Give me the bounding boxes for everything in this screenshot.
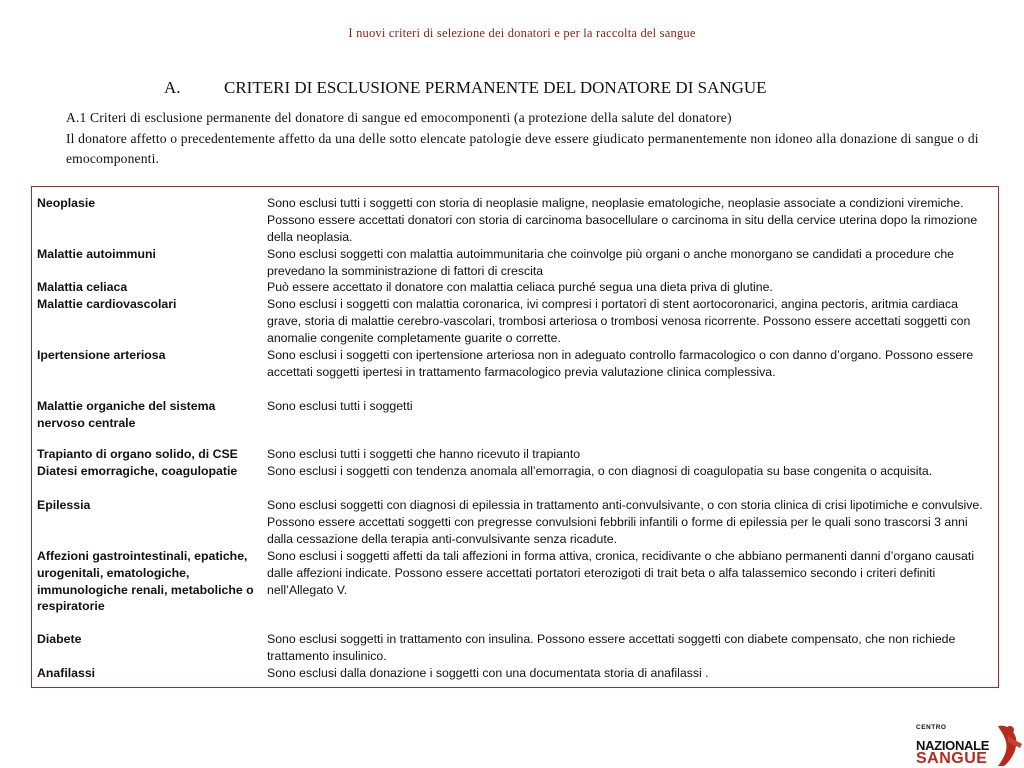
row-term: Malattie cardiovascolari bbox=[37, 297, 177, 311]
page-header-title: I nuovi criteri di selezione dei donatori e per la raccolta del sangue bbox=[348, 26, 696, 40]
row-term: Neoplasie bbox=[37, 196, 96, 210]
logo-text-nazionale: NAZIONALE bbox=[916, 738, 990, 753]
row-description: Sono esclusi i soggetti affetti da tali affezioni in forma attiva, cronica, recidivante o che abbiano permanenti danni d’organo causati dalle affezioni indicate. Possono essere accettati portatori eterozigoti di trait beta o alfa talassemico secondo i criteri definiti nell’Allegato V. bbox=[267, 549, 975, 597]
logo-text-centro: CENTRO bbox=[916, 724, 947, 731]
intro-line-2: Il donatore affetto o precedentemente affetto da una delle sotto elencate patologie deve essere giudicato permanentemente non idoneo alla donazione di sangue o di emocomponenti. bbox=[66, 130, 979, 166]
section-heading bbox=[164, 78, 767, 98]
row-description: Sono esclusi tutti i soggetti che hanno ricevuto il trapianto bbox=[267, 447, 581, 461]
intro-line-1: A.1 Criteri di esclusione permanente del donatore di sangue ed emocomponenti (a protezione della salute del donatore) bbox=[66, 110, 732, 125]
row-description: Sono esclusi soggetti in trattamento con insulina. Possono essere accettati soggetti con diabete compensato, che non richiede trattamento insulinico. bbox=[267, 632, 956, 663]
row-description: Sono esclusi i soggetti con malattia coronarica, ivi compresi i portatori di stent aortocoronarici, angina pectoris, aritmia cardiaca grave, storia di malattie cerebro-vascolari, trombosi arteriosa o trombosi venosa ricorrente. Possono essere accettati soggetti con anomalie congenite completamente guarite o corrette. bbox=[267, 297, 971, 345]
row-description: Sono esclusi i soggetti con ipertensione arteriosa non in adeguato controllo farmacologico o con danno d’organo. Possono essere accettati soggetti ipertesi in trattamento farmacologico previa valutazione clinica complessiva. bbox=[267, 348, 974, 379]
row-description: Sono esclusi tutti i soggetti bbox=[267, 399, 413, 413]
row-term: Epilessia bbox=[37, 498, 91, 512]
section-letter: A. bbox=[164, 78, 181, 97]
logo-text-sangue: SANGUE bbox=[916, 750, 988, 767]
row-description: Sono esclusi i soggetti con tendenza anomala all’emorragia, o con diagnosi di coagulopatia su base congenita o acquisita. bbox=[267, 464, 933, 478]
row-term: Malattia celiaca bbox=[37, 280, 128, 294]
row-description: Sono esclusi tutti i soggetti con storia di neoplasie maligne, neoplasie ematologiche, neoplasie associate a condizioni viremiche. Possono essere accettati donatori con storia di carcinoma basocellulare o carcinoma in situ della cervice uterina dopo la rimozione della neoplasia. bbox=[267, 196, 978, 244]
row-term: Diatesi emorragiche, coagulopatie bbox=[37, 464, 238, 478]
row-description: Può essere accettato il donatore con malattia celiaca purché segua una dieta priva di glutine. bbox=[267, 280, 773, 294]
row-description: Sono esclusi dalla donazione i soggetti con una documentata storia di anafilassi . bbox=[267, 666, 709, 680]
centro-nazionale-sangue-logo bbox=[914, 722, 1024, 768]
row-description: Sono esclusi soggetti con malattia autoimmunitaria che coinvolge più organi o anche monorgano se candidati a procedure che prevedano la somministrazione di fattori di crescita bbox=[267, 247, 954, 278]
row-term: Malattie organiche del sistema nervoso centrale bbox=[37, 399, 216, 430]
drop-figure-icon bbox=[988, 722, 1024, 768]
row-term: Affezioni gastrointestinali, epatiche, urogenitali, ematologiche, immunologiche renali, metaboliche o respiratorie bbox=[37, 549, 254, 614]
row-term: Anafilassi bbox=[37, 666, 96, 680]
section-title: CRITERI DI ESCLUSIONE PERMANENTE DEL DONATORE DI SANGUE bbox=[224, 78, 767, 97]
intro-text bbox=[66, 108, 996, 170]
exclusion-criteria-table bbox=[31, 186, 999, 688]
row-term: Trapianto di organo solido, di CSE bbox=[37, 447, 238, 461]
row-description: Sono esclusi soggetti con diagnosi di epilessia in trattamento anti-convulsivante, o con storia clinica di crisi lipotimiche e convulsive. Possono essere accettati soggetti con pregresse convulsioni febbrili infantili o forme di epilessia per le quali sono trascorsi 3 anni dalla cessazione della terapia anti-convulsivante senza ricadute. bbox=[267, 498, 983, 546]
row-term: Malattie autoimmuni bbox=[37, 247, 156, 261]
row-term: Diabete bbox=[37, 632, 82, 646]
row-term: Ipertensione arteriosa bbox=[37, 348, 166, 362]
